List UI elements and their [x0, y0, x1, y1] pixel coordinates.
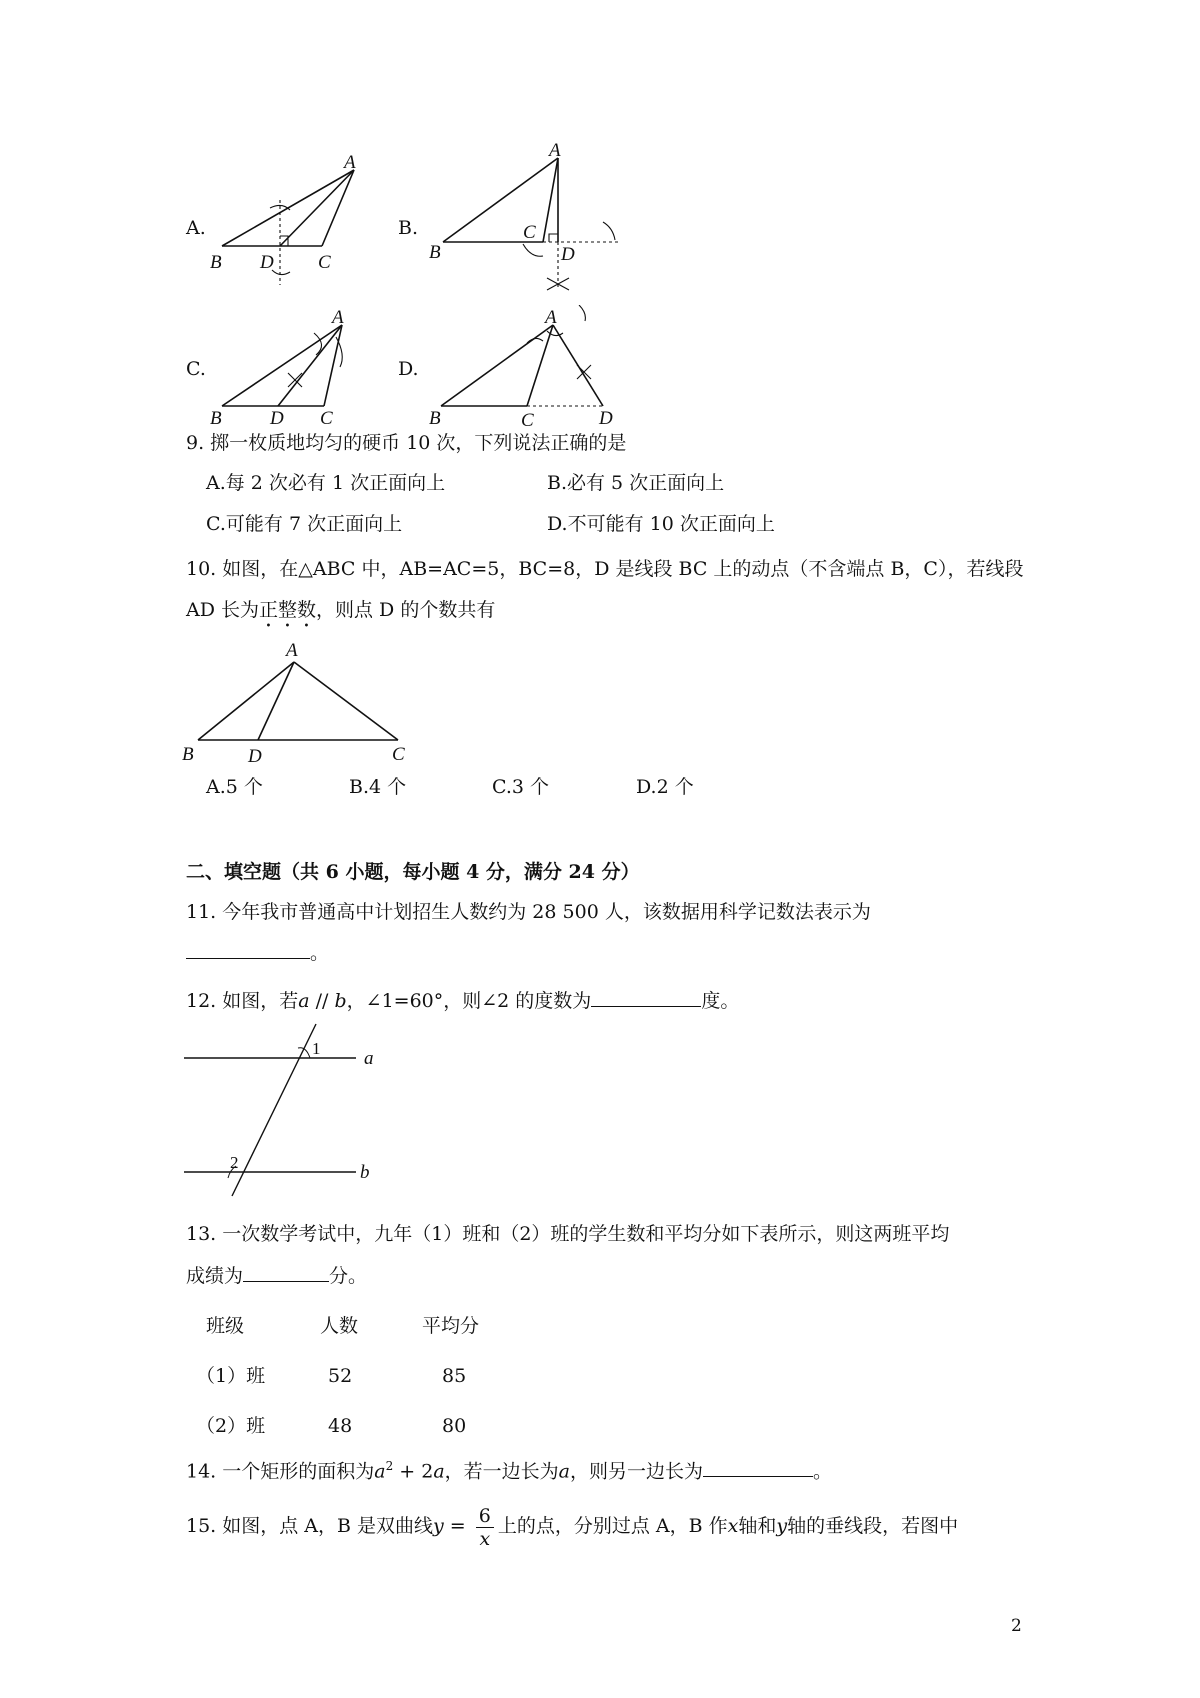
fraction	[476, 1505, 494, 1550]
fraction-denominator: x	[479, 1527, 491, 1550]
label-a: A	[286, 640, 298, 661]
label-a: A	[549, 140, 561, 161]
q15-x: x	[727, 1515, 739, 1537]
label-c: C	[392, 744, 405, 765]
q10-option-b: B.4 个	[349, 776, 407, 798]
q12-mid: ，∠1=60°，则∠2 的度数为	[346, 990, 592, 1012]
table-header: 平均分	[422, 1315, 480, 1337]
angle-label-1: 1	[312, 1039, 321, 1058]
label-d: D	[561, 244, 575, 265]
q9-option-b: B.必有 5 次正面向上	[547, 472, 725, 494]
q10-line2	[186, 598, 495, 632]
q9-option-a: A.每 2 次必有 1 次正面向上	[206, 472, 446, 494]
fraction-numerator: 6	[476, 1505, 494, 1528]
q10-option-a: A.5 个	[206, 776, 263, 798]
q15-stem	[186, 1498, 958, 1554]
table-header: 人数	[320, 1315, 359, 1337]
table-cell: 52	[328, 1365, 353, 1387]
option-label-c: C.	[186, 358, 206, 380]
answer-blank	[703, 1458, 813, 1477]
q15-post1: 上的点，分别过点 A，B 作	[497, 1515, 728, 1537]
q15-pre: 15. 如图，点 A，B 是双曲线	[186, 1515, 434, 1537]
q14-expr-a2: a	[433, 1460, 445, 1483]
label-b: B	[429, 408, 441, 429]
q13-line1: 13. 一次数学考试中，九年（1）班和（2）班的学生数和平均分如下表所示，则这两班平均	[186, 1223, 950, 1245]
q12-parallel: //	[309, 990, 335, 1012]
table-cell: （1）班	[196, 1365, 266, 1387]
label-c: C	[521, 410, 534, 430]
q13-line2-post: 分。	[329, 1265, 368, 1287]
label-d: D	[260, 252, 274, 273]
figure-q8-c	[210, 305, 370, 425]
q9-option-c: C.可能有 7 次正面向上	[206, 513, 403, 535]
q12-post: 度。	[701, 990, 740, 1012]
label-d: D	[270, 408, 284, 425]
label-b: B	[210, 408, 222, 425]
page-number: 2	[1011, 1616, 1022, 1636]
q14-mid2: ，则另一边长为	[570, 1460, 704, 1483]
table-cell: 80	[442, 1415, 467, 1437]
q10-option-d: D.2 个	[636, 776, 694, 798]
q10-line2-pre: AD 长为	[186, 599, 259, 621]
label-d: D	[599, 408, 613, 429]
label-b: B	[182, 744, 194, 765]
figure-q8-a	[210, 150, 370, 295]
figure-q12	[180, 1018, 380, 1198]
q13-line2	[186, 1263, 367, 1288]
angle-label-2: 2	[230, 1153, 239, 1172]
label-c: C	[523, 222, 536, 243]
q12-pre: 12. 如图，若	[186, 990, 299, 1012]
figure-q8-d	[425, 305, 635, 430]
line-label-a: a	[364, 1048, 374, 1069]
label-c: C	[320, 408, 333, 425]
q14-side: a	[558, 1460, 570, 1483]
figure-q10	[180, 632, 420, 767]
label-b: B	[210, 252, 222, 273]
answer-blank	[186, 940, 310, 959]
q14-stem	[186, 1454, 832, 1483]
q10-line1: 10. 如图，在△ABC 中，AB=AC=5，BC=8，D 是线段 BC 上的动点（不含端点 B，C），若线段	[186, 558, 1024, 580]
line-label-b: b	[360, 1162, 370, 1183]
q9-stem: 9. 掷一枚质地均匀的硬币 10 次，下列说法正确的是	[186, 432, 627, 454]
q12-stem	[186, 988, 739, 1013]
label-a: A	[332, 307, 344, 328]
option-label-a: A.	[186, 217, 206, 239]
q10-line2-post: ，则点 D 的个数共有	[316, 599, 496, 621]
q15-eq: =	[443, 1515, 472, 1537]
q14-expr-a: a	[374, 1460, 386, 1483]
table-header: 班级	[206, 1315, 245, 1337]
table-cell: 85	[442, 1365, 467, 1387]
q12-var-b: b	[334, 990, 347, 1012]
q13-line2-pre: 成绩为	[186, 1265, 244, 1287]
label-b: B	[429, 242, 441, 263]
option-label-d: D.	[398, 358, 419, 380]
q10-emphasis: 正整数	[259, 599, 317, 621]
label-c: C	[318, 252, 331, 273]
q15-y2: y	[776, 1515, 788, 1537]
q14-mid: ，若一边长为	[444, 1460, 559, 1483]
q11-line2-post: 。	[310, 942, 330, 964]
q15-post2: 轴和	[738, 1515, 777, 1537]
q14-post: 。	[813, 1460, 833, 1483]
option-label-b: B.	[398, 217, 419, 239]
section-heading: 二、填空题（共 6 小题，每小题 4 分，满分 24 分）	[186, 861, 640, 883]
q14-expr-sup: 2	[385, 1459, 394, 1473]
label-a: A	[545, 307, 557, 328]
q14-expr-rest: + 2	[393, 1460, 434, 1483]
answer-blank	[243, 1263, 329, 1282]
q10-option-c: C.3 个	[492, 776, 550, 798]
answer-blank	[591, 988, 701, 1007]
label-d: D	[248, 746, 262, 767]
q9-option-d: D.不可能有 10 次正面向上	[547, 513, 775, 535]
q14-pre: 14. 一个矩形的面积为	[186, 1460, 375, 1483]
label-a: A	[344, 152, 356, 173]
figure-q8-b	[425, 140, 640, 305]
q15-y: y	[433, 1515, 444, 1537]
q11-line1: 11. 今年我市普通高中计划招生人数约为 28 500 人，该数据用科学记数法表示为	[186, 901, 871, 923]
table-cell: 48	[328, 1415, 353, 1437]
q11-line2	[186, 940, 329, 965]
table-cell: （2）班	[196, 1415, 266, 1437]
q15-post3: 轴的垂线段，若图中	[787, 1515, 959, 1537]
q12-var-a: a	[298, 990, 310, 1012]
